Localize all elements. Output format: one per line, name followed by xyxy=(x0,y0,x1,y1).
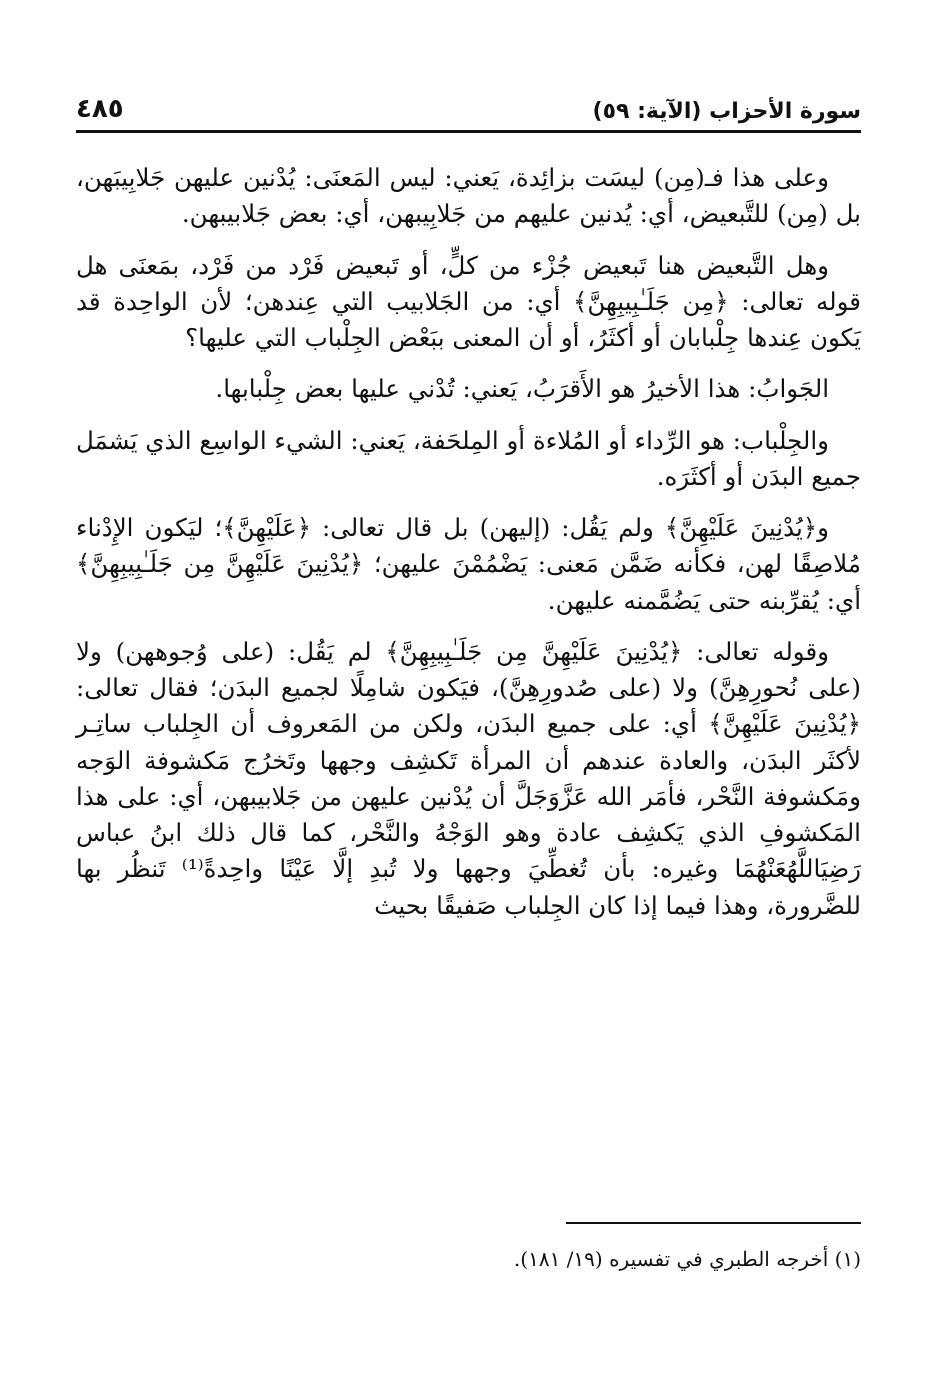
paragraph: و﴿يُدْنِينَ عَلَيْهِنَّ﴾ ولم يَقُل: (إليهن) بل قال تعالى: ﴿عَلَيْهِنَّ﴾؛ ليَكون الإِدْناء مُلاصِقًا لهن، فكأنه ضَمَّن مَعنى: يَضْمُمْنَ عليهن؛ ﴿يُدْنِينَ عَلَيْهِنَّ مِن جَلَـٰبِيبِهِنَّ﴾ أي: يُقرِّبنه حتى يَضُمَّمنه عليهن. xyxy=(76,513,861,615)
footnote: (١) أخرجه الطبري في تفسيره (١٩/ ١٨١). xyxy=(513,1247,861,1271)
paragraph: والجِلْباب: هو الرِّداء أو المُلاءة أو المِلحَفة، يَعني: الشيء الواسِع الذي يَشمَل جميع البدَن أو أكثَرَه. xyxy=(76,425,861,491)
paragraph: وهل التَّبعيض هنا تَبعيض جُزْء من كلٍّ، أو تَبعيض فَرْد من فَرْد، بمَعنَى هل قوله تعالى: ﴿مِن جَلَـٰبِيبِهِنَّ﴾ أي: من الجَلابيب التي عِندهن؛ لأن الواحِدة قد يَكون عِندها جِلْبابان أو أكثَرُ، أو أن المعنى ببَعْض الجِلْباب التي عليها؟ xyxy=(76,250,861,352)
page-header xyxy=(76,88,861,133)
running-title: سورة الأحزاب (الآية: ٥٩) xyxy=(592,99,861,124)
page-number: ٤٨٥ xyxy=(76,94,124,124)
paragraph: وعلى هذا فـ(مِن) ليسَت بزائِدة، يَعني: ليس المَعنَى: يُدْنين عليهن جَلابِيبَهن، بل (مِن) للتَّبعيض، أي: يُدنين عليهم من جَلابِيبهن، أي: بعض جَلابيبهن. xyxy=(76,163,861,229)
footnote-separator xyxy=(566,1222,861,1224)
paragraph: الجَوابُ: هذا الأخيرُ هو الأَقرَبُ، يَعني: تُدْني عليها بعض جِلْبابها. xyxy=(215,374,829,404)
body-text xyxy=(76,160,861,924)
paragraph: وقوله تعالى: ﴿يُدْنِينَ عَلَيْهِنَّ مِن جَلَـٰبِيبِهِنَّ﴾ لم يَقُل: (على وُجوههن) ولا (على نُحورِهِنَّ) ولا (على صُدورِهِنَّ)، فيَكون شامِلًا لجميع البدَن؛ فقال تعالى: ﴿يُدْنِينَ عَلَيْهِنَّ﴾ أي: على جميع البدَن، ولكن من المَعروف أن الجِلباب ساتِـر لأكثَر البدَن، والعادة عندهم أن المرأة تَكشِف وجهها وتَخرُج مَكشوفة الوَجه ومَكشوفة النَّحْر، فأمَر الله عَزَّوَجَلَّ أن يُدْنين عليهن من جَلابيبهن، أي: على هذا المَكشوفِ الذي يَكشِف عادة وهو الوَجْهُ والنَّحْر، كما قال ذلك ابنُ عباس رَضِيَاللَّهُعَنْهُمَا وغيره: بأن تُغطِّيَ وجهها ولا تُبدِ إلَّا عَيْنًا واحِدةً⁽¹⁾ تَنظُر بها للضَّرورة، وهذا فيما إذا كان الجِلباب صَفيقًا بحيث xyxy=(76,636,861,920)
